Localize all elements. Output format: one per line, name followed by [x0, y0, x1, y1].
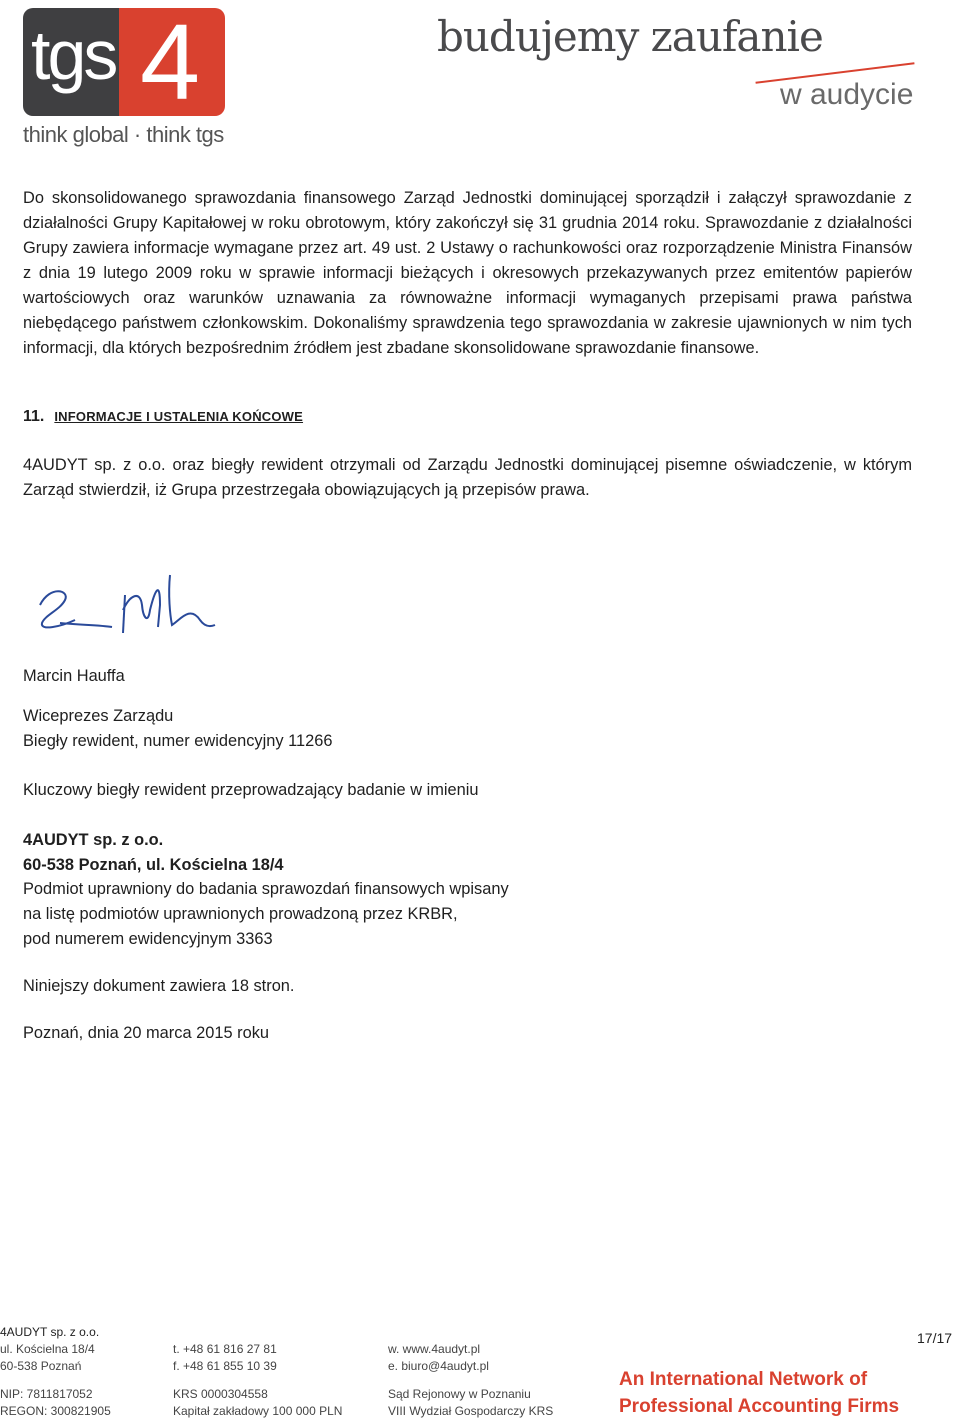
- footer-www[interactable]: w. www.4audyt.pl: [388, 1342, 481, 1356]
- paragraph-statement-text: 4AUDYT sp. z o.o. oraz biegły rewident otrzymali od Zarządu Jednostki dominującej pisemne oświadczenie, w którym Zarząd stwierdził, iż Grupa przestrzegała obowiązujących ją przepisów prawa.: [23, 456, 912, 499]
- footer-division: VIII Wydział Gospodarczy KRS: [388, 1404, 554, 1418]
- pages-note: Niniejszy dokument zawiera 18 stron.: [23, 977, 295, 995]
- logo-tagline: think global · think tgs: [23, 122, 224, 147]
- network-line-1: An International Network of: [619, 1369, 868, 1390]
- logo-text: tgs: [31, 16, 116, 94]
- logo-number: 4: [140, 1, 201, 122]
- signatory-role-2: Biegły rewident, numer ewidencyjny 11266: [23, 732, 333, 750]
- network-tagline: [619, 1366, 899, 1420]
- network-line-2: Professional Accounting Firms: [619, 1396, 900, 1417]
- signatory-name: Marcin Hauffa: [23, 667, 125, 685]
- section-number: 11.: [23, 408, 45, 425]
- company-address: 60-538 Poznań, ul. Kościelna 18/4: [23, 856, 284, 874]
- section-title: INFORMACJE I USTALENIA KOŃCOWE: [54, 409, 304, 424]
- entity-line-3: pod numerem ewidencyjnym 3363: [23, 930, 273, 948]
- footer-court: Sąd Rejonowy w Poznaniu: [388, 1387, 531, 1401]
- footer-nip: NIP: 7811817052: [0, 1387, 93, 1401]
- company-name: 4AUDYT sp. z o.o.: [23, 831, 164, 849]
- footer-krs: KRS 0000304558: [173, 1387, 268, 1401]
- paragraph-report: [23, 186, 912, 361]
- paragraph-report-text: Do skonsolidowanego sprawozdania finansowego Zarząd Jednostki dominującej sporządził i załączył sprawozdanie z działalności Grupy Kapitałowej w roku obrotowym, który zakończył się 31 grudnia 2014 roku. Sprawozdanie z działalności Grupy zawiera informacje wymagane przez art. 49 ust. 2 Ustawy o rachunkowości oraz rozporządzenie Ministra Finansów z dnia 19 lutego 2009 roku w sprawie informacji bieżących i okresowych przekazywanych przez emitentów papierów wartościowych oraz warunków uznawania za równoważne informacji wymaganych przepisami prawa państwa niebędącego państwem członkowskim. Dokonaliśmy sprawdzenia tego sprawozdania w zakresie ujawnionych w nim tych informacji, dla których bezpośrednim źródłem jest zbadane skonsolidowane sprawozdanie finansowe.: [23, 189, 912, 357]
- page-number: 17/17: [917, 1330, 953, 1346]
- footer-fax: f. +48 61 855 10 39: [173, 1359, 277, 1373]
- entity-line-1: Podmiot uprawniony do badania sprawozdań finansowych wpisany: [23, 880, 509, 898]
- section-heading: [23, 408, 303, 426]
- footer-phone: t. +48 61 816 27 81: [173, 1342, 277, 1356]
- motto-sub: w audycie: [780, 78, 914, 111]
- entity-line-2: na listę podmiotów uprawnionych prowadzoną przez KRBR,: [23, 905, 458, 923]
- signatory-role-1: Wiceprezes Zarządu: [23, 707, 174, 725]
- document-date: Poznań, dnia 20 marca 2015 roku: [23, 1024, 270, 1042]
- footer-regon: REGON: 300821905: [0, 1404, 111, 1418]
- footer-capital: Kapitał zakładowy 100 000 PLN: [173, 1404, 343, 1418]
- motto: budujemy zaufanie: [437, 12, 823, 61]
- signatory-role-3: Kluczowy biegły rewident przeprowadzający badanie w imieniu: [23, 781, 479, 799]
- handwritten-signature: [30, 565, 220, 645]
- paragraph-statement: [23, 453, 912, 503]
- footer-street: ul. Kościelna 18/4: [0, 1342, 95, 1356]
- footer-company: 4AUDYT sp. z o.o.: [0, 1325, 100, 1339]
- footer-city: 60-538 Poznań: [0, 1359, 82, 1373]
- footer-email[interactable]: e. biuro@4audyt.pl: [388, 1359, 489, 1373]
